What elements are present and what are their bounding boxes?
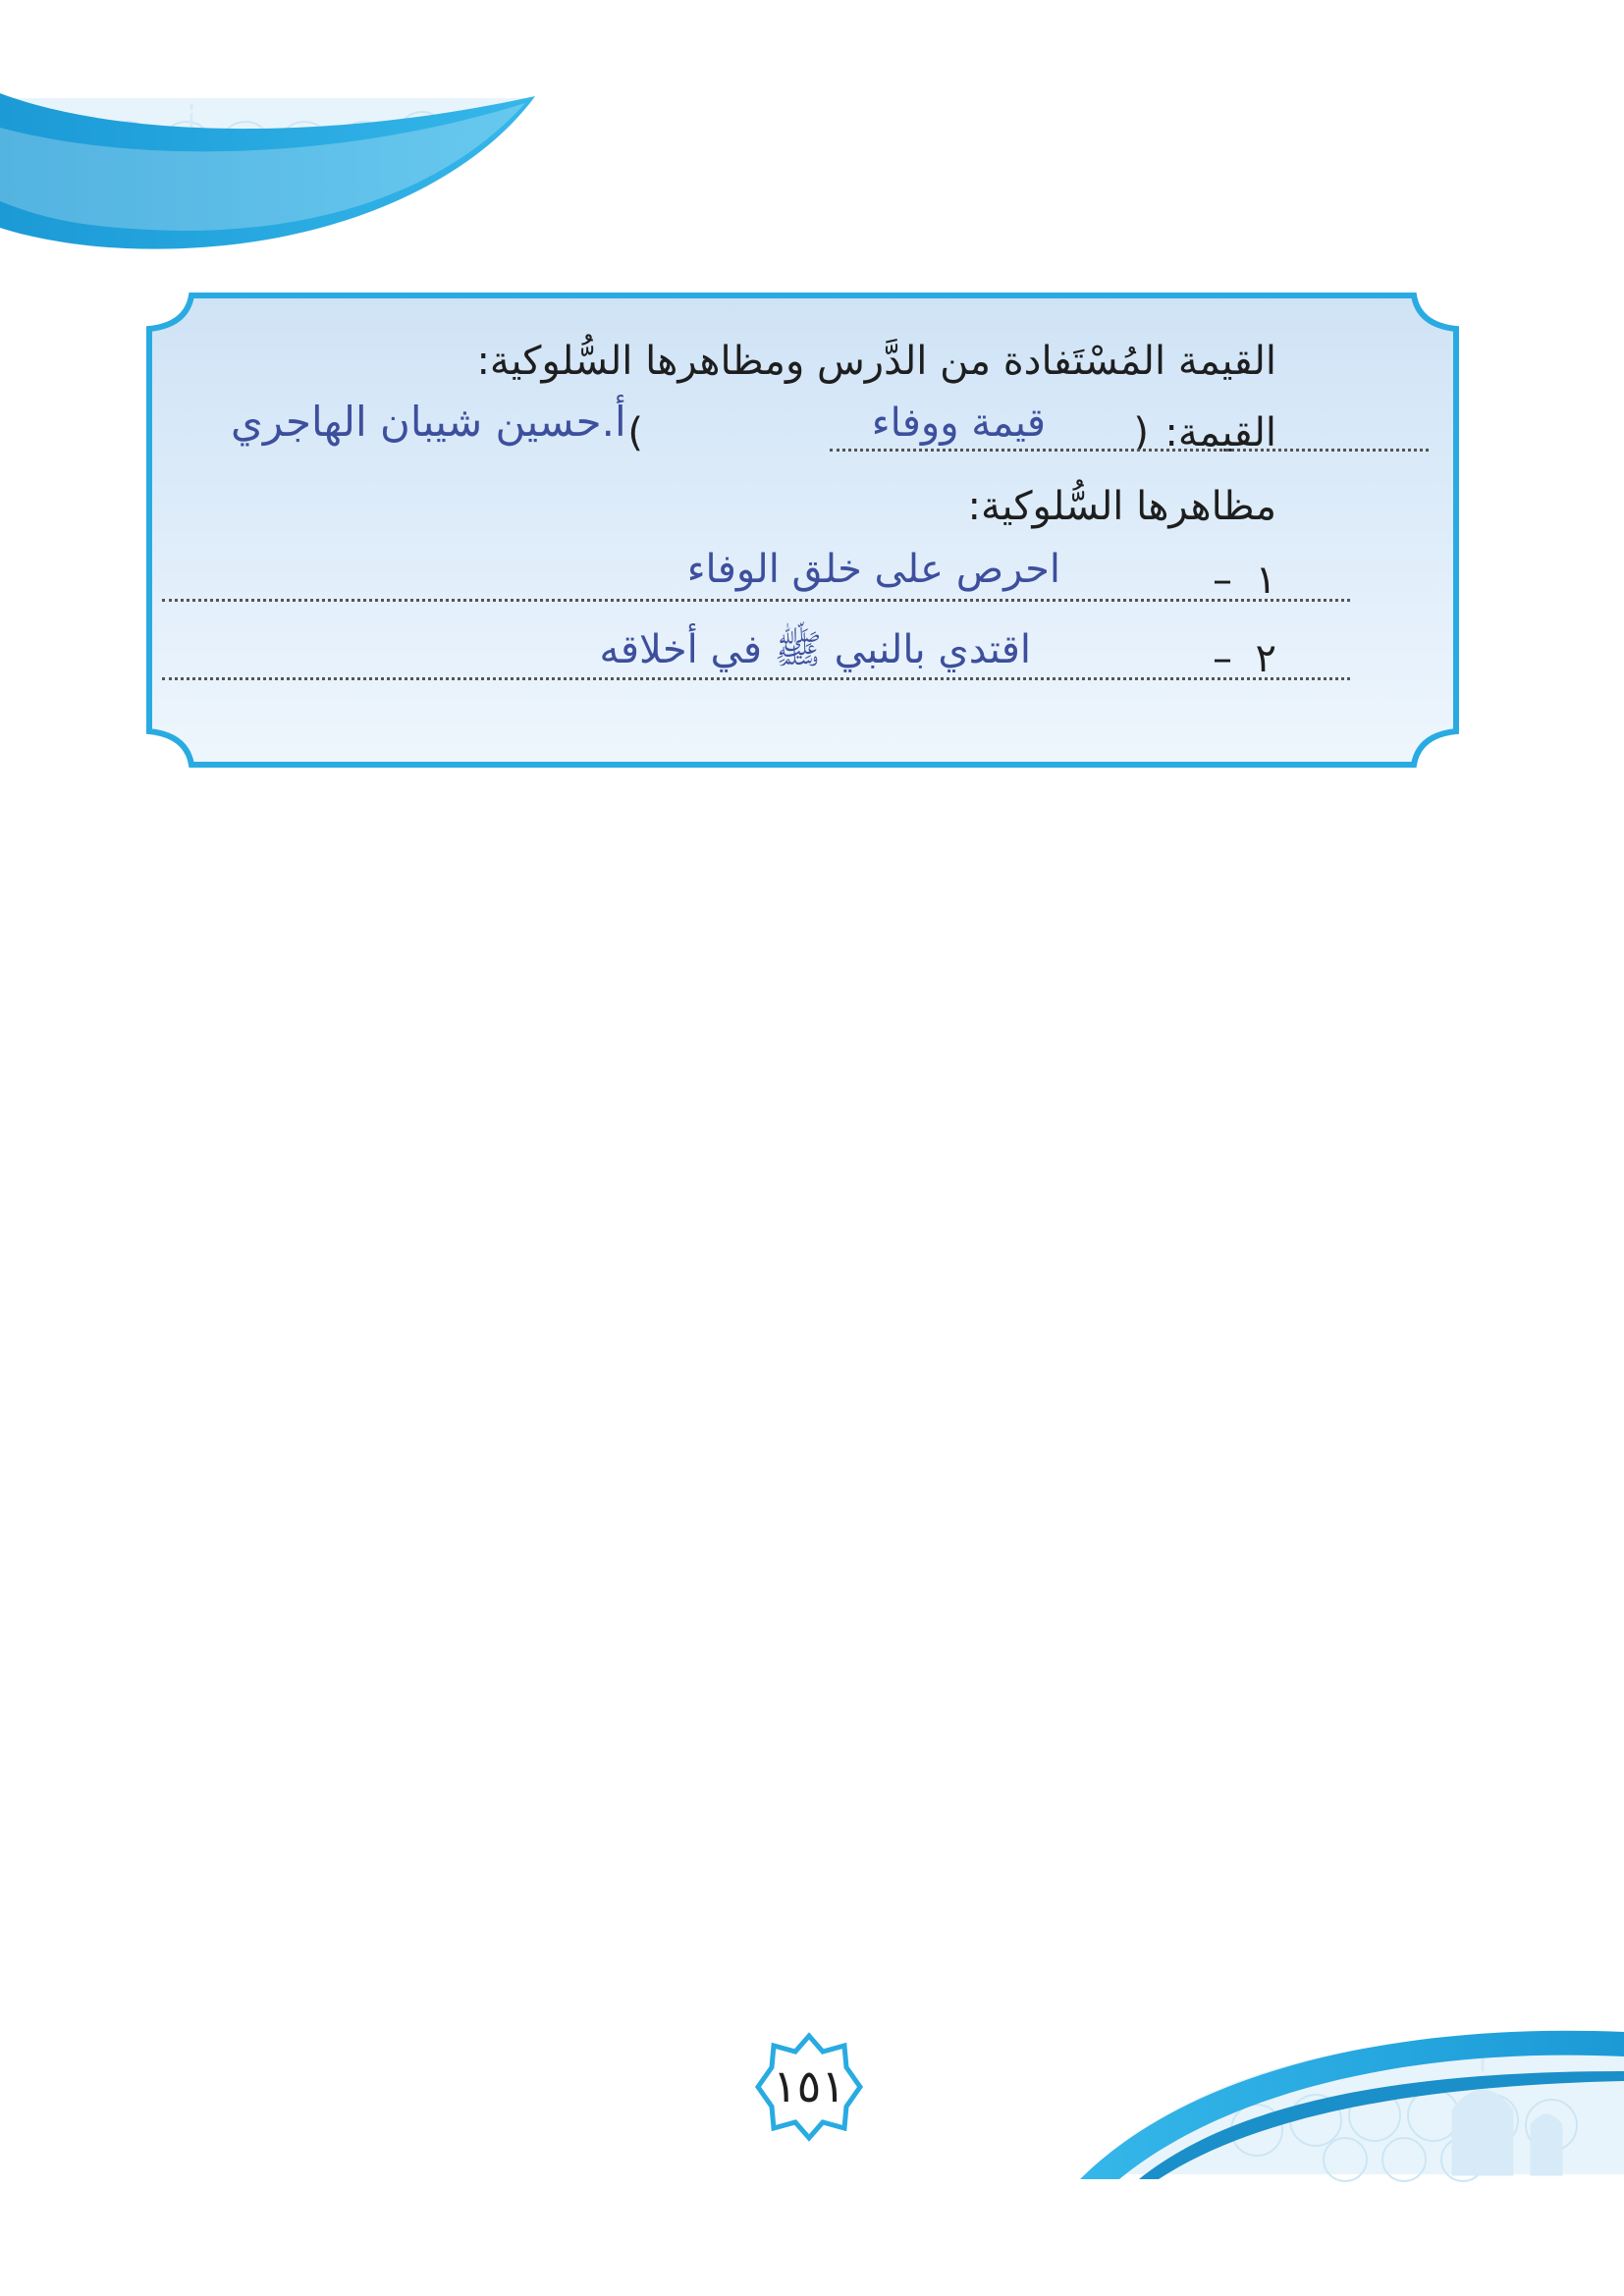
item-number: ٢ — [1255, 636, 1276, 681]
item-dash: – — [1213, 558, 1232, 603]
item-answer-line — [162, 599, 1350, 602]
header-decoration — [0, 0, 550, 275]
item-answer[interactable]: احرص على خلق الوفاء — [686, 547, 1060, 592]
teacher-name: أ.حسين شيبان الهاجري — [231, 398, 626, 446]
item-answer[interactable]: اقتدي بالنبي ﷺ في أخلاقه — [599, 627, 1031, 672]
value-answer-line — [830, 449, 1429, 452]
value-label: القيمة: — [1164, 410, 1276, 455]
footer-decoration — [1080, 2002, 1624, 2268]
value-question-title: القيمة المُسْتَفادة من الدَّرس ومظاهرها السُّلوكية: — [476, 339, 1276, 384]
value-answer[interactable]: قيمة ووفاء — [871, 400, 1046, 446]
page-number: ١٥١ — [772, 2059, 846, 2112]
values-card — [142, 290, 1463, 771]
item-number: ١ — [1255, 558, 1276, 603]
manifestations-label: مظاهرها السُّلوكية: — [967, 484, 1276, 529]
page-number-badge — [754, 2032, 864, 2142]
item-dash: – — [1213, 636, 1232, 681]
value-close-paren: ) — [627, 410, 643, 455]
value-open-paren: ( — [1133, 410, 1149, 455]
